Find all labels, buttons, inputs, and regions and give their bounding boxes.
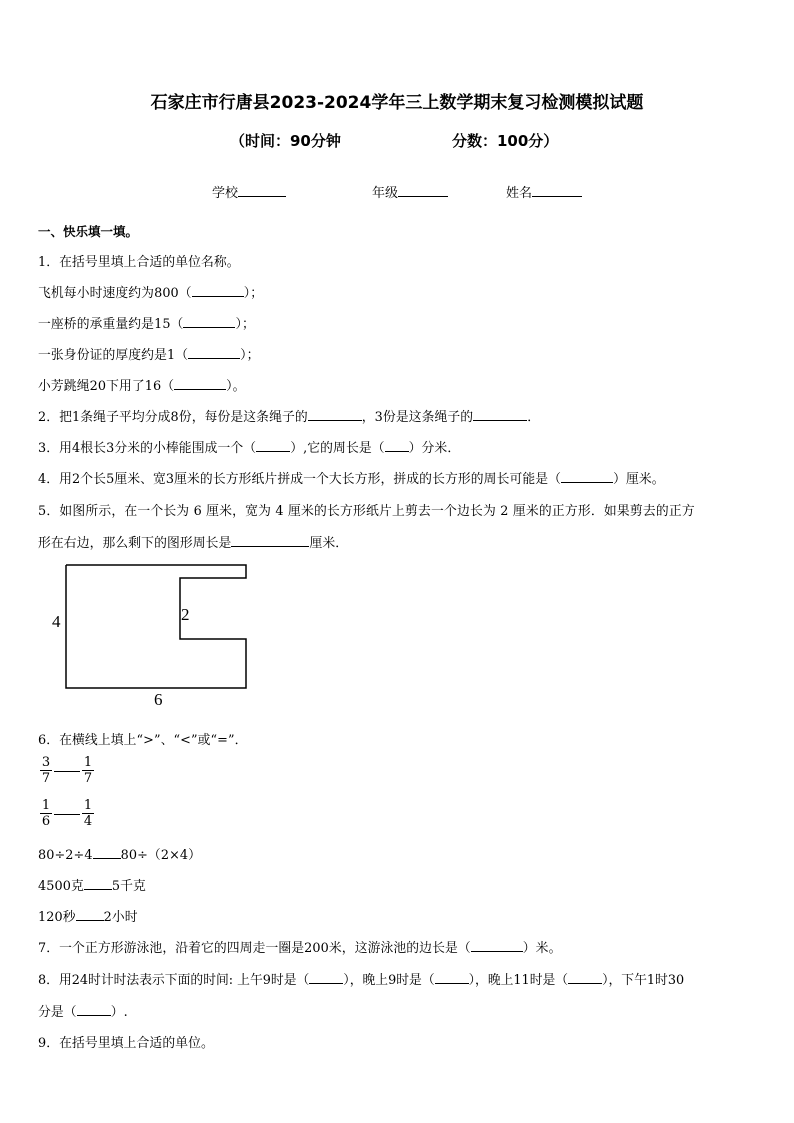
denominator: 7	[83, 771, 93, 786]
denominator: 7	[41, 771, 51, 786]
numerator: 3	[41, 755, 51, 770]
question-5-line-1: 5．如图所示，在一个长为 6 厘米，宽为 4 厘米的长方形纸片上剪去一个边长为 2 厘米的正方形．如果剪去的正方	[38, 504, 695, 519]
answer-blank[interactable]	[471, 939, 523, 952]
question-8-text-4: ），下午1时30	[602, 973, 685, 988]
question-1a-end: ）；	[243, 286, 264, 301]
question-2-end: ．	[527, 410, 541, 425]
question-9-stem: 9．在括号里填上合适的单位。	[38, 1036, 214, 1051]
answer-blank[interactable]	[188, 346, 240, 359]
answer-blank[interactable]	[174, 377, 226, 390]
question-5-figure	[40, 560, 270, 710]
answer-blank[interactable]	[309, 971, 343, 984]
question-1b	[38, 313, 255, 332]
answer-blank[interactable]	[256, 439, 290, 452]
question-1a-text: 飞机每小时速度约为800（	[38, 286, 192, 301]
question-2-text: 2．把1条绳子平均分成8份，每份是这条绳子的	[38, 410, 308, 425]
answer-blank[interactable]	[435, 971, 469, 984]
grade-label: 年级	[372, 186, 399, 201]
question-1c	[38, 344, 260, 363]
page-title: 石家庄市行唐县2023-2024学年三上数学期末复习检测模拟试题	[150, 93, 644, 113]
answer-blank[interactable]	[568, 971, 602, 984]
name-field	[506, 182, 582, 201]
question-8-text-2: ），晚上9时是（	[343, 973, 435, 988]
question-8-line-1	[38, 969, 684, 988]
question-1c-text: 一张身份证的厚度约是1（	[38, 348, 189, 363]
question-4-end: ）厘米。	[613, 472, 665, 487]
figure-label-width: 6	[154, 690, 163, 709]
question-3-end: ）分米．	[408, 441, 461, 456]
question-8-text-5: 分是（	[38, 1005, 77, 1020]
name-blank[interactable]	[532, 184, 582, 197]
compare-right: 5千克	[111, 879, 146, 894]
numerator: 1	[41, 798, 51, 813]
school-field	[212, 182, 286, 201]
numerator: 1	[83, 798, 93, 813]
question-8-text: 8．用24时计时法表示下面的时间: 上午9时是（	[38, 973, 310, 988]
compare-blank[interactable]	[84, 877, 112, 890]
question-7-text: 7．一个正方形游泳池，沿着它的四周走一圈是200米，这游泳池的边长是（	[38, 941, 471, 956]
fraction-3-7	[40, 755, 52, 786]
question-3	[38, 437, 460, 456]
compare-left: 120秒	[38, 910, 76, 925]
question-8-text-3: ），晚上11时是（	[468, 973, 569, 988]
compare-blank[interactable]	[93, 846, 121, 859]
numerator: 1	[83, 755, 93, 770]
question-2	[38, 406, 540, 425]
answer-blank[interactable]	[231, 534, 309, 547]
question-8-line-2	[38, 1001, 128, 1020]
question-3-text: 3．用4根长3分米的小棒能围成一个（	[38, 441, 257, 456]
denominator: 6	[41, 814, 51, 829]
compare-blank[interactable]	[54, 771, 80, 772]
grade-field	[372, 182, 448, 201]
answer-blank[interactable]	[183, 315, 235, 328]
exam-score: 分数：100分）	[452, 132, 559, 150]
figure-label-height: 4	[52, 612, 61, 631]
compare-left: 80÷2÷4	[38, 848, 93, 863]
answer-blank[interactable]	[77, 1003, 111, 1016]
question-1d-end: ）。	[226, 379, 246, 394]
question-8-end: ）.	[110, 1005, 128, 1020]
exam-time: （时间：90分钟	[230, 132, 341, 150]
section-heading: 一、快乐填一填。	[38, 224, 139, 239]
school-label: 学校	[212, 186, 239, 201]
compare-right: 80÷（2×4）	[120, 848, 202, 863]
compare-blank[interactable]	[54, 814, 80, 815]
question-1d	[38, 375, 246, 394]
fraction-1-7	[82, 755, 94, 786]
compare-right: 2小时	[103, 910, 138, 925]
question-1c-end: ）；	[240, 348, 260, 363]
fraction-1-6	[40, 798, 52, 829]
compare-row-3	[38, 844, 201, 863]
question-1b-text: 一座桥的承重量约是15（	[38, 317, 184, 332]
question-2-text-2: ，3份是这条绳子的	[361, 410, 474, 425]
denominator: 4	[83, 814, 93, 829]
answer-blank[interactable]	[561, 470, 613, 483]
question-1a	[38, 282, 263, 301]
compare-row-4	[38, 875, 146, 894]
answer-blank[interactable]	[473, 408, 527, 421]
question-3-text-2: ）,它的周长是（	[290, 441, 385, 456]
school-blank[interactable]	[238, 184, 286, 197]
question-7	[38, 937, 561, 956]
question-5-end: 厘米．	[309, 536, 349, 551]
compare-blank[interactable]	[76, 908, 104, 921]
question-7-end: ）米。	[522, 941, 562, 956]
name-label: 姓名	[506, 186, 533, 201]
answer-blank[interactable]	[192, 284, 244, 297]
question-1-stem: 1．在括号里填上合适的单位名称。	[38, 255, 240, 270]
question-4	[38, 468, 665, 487]
question-5-line-2	[38, 532, 348, 551]
compare-row-5	[38, 906, 138, 925]
question-6-stem: 6．在横线上填上“>”、“<”或“=”．	[38, 733, 248, 748]
answer-blank[interactable]	[385, 439, 409, 452]
question-4-text: 4．用2个长5厘米、宽3厘米的长方形纸片拼成一个大长方形，拼成的长方形的周长可能是（	[38, 472, 562, 487]
grade-blank[interactable]	[398, 184, 448, 197]
question-1d-text: 小芳跳绳20下用了16（	[38, 379, 175, 394]
figure-label-cut: 2	[181, 605, 190, 624]
question-1b-end: ）；	[235, 317, 255, 332]
answer-blank[interactable]	[308, 408, 362, 421]
fraction-1-4	[82, 798, 94, 829]
question-5-text: 形在右边，那么剩下的图形周长是	[38, 536, 232, 551]
compare-left: 4500克	[38, 879, 84, 894]
l-shape-outline	[66, 565, 246, 688]
